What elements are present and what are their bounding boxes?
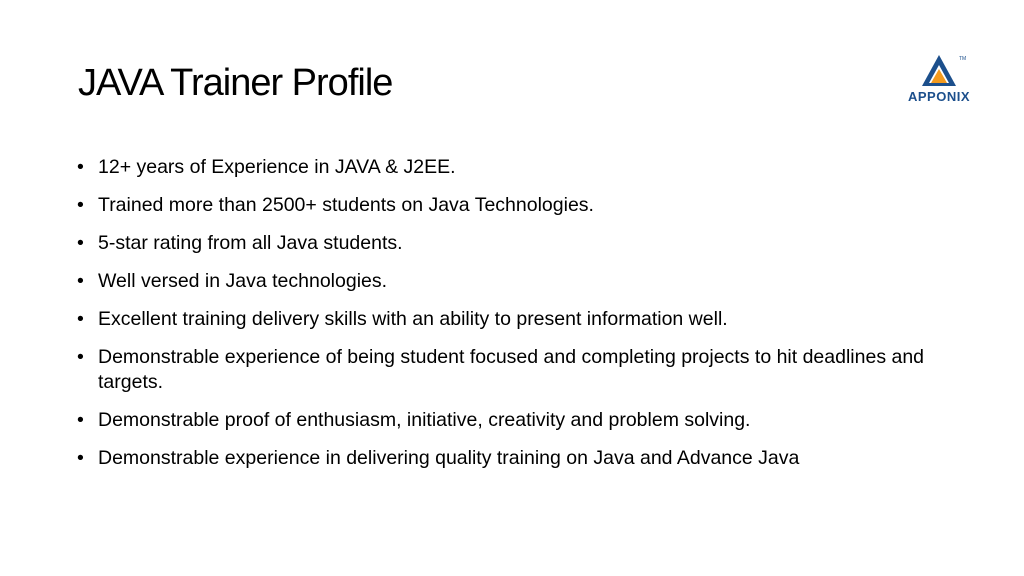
bullet-dot: • xyxy=(77,232,84,254)
bullet-item xyxy=(76,269,976,294)
bullet-dot: • xyxy=(77,194,84,216)
bullet-dot: • xyxy=(77,270,84,292)
bullet-item xyxy=(76,345,976,395)
bullet-dot: • xyxy=(77,308,84,330)
bullet-item xyxy=(76,446,976,471)
bullet-item xyxy=(76,307,976,332)
slide-title: JAVA Trainer Profile xyxy=(78,62,393,104)
apponix-logo-icon xyxy=(893,52,985,92)
bullet-item xyxy=(76,408,976,433)
bullet-item xyxy=(76,193,976,218)
bullet-text: Excellent training delivery skills with an ability to present information well. xyxy=(98,308,728,330)
bullet-dot: • xyxy=(77,156,84,178)
bullet-dot: • xyxy=(77,346,84,368)
bullet-text: Demonstrable proof of enthusiasm, initiative, creativity and problem solving. xyxy=(98,409,751,431)
bullet-item xyxy=(76,231,976,256)
bullet-text: 5-star rating from all Java students. xyxy=(98,232,403,254)
bullet-text: Well versed in Java technologies. xyxy=(98,270,388,292)
bullet-item xyxy=(76,155,976,180)
bullet-text: Trained more than 2500+ students on Java Technologies. xyxy=(98,194,594,216)
bullet-dot: • xyxy=(77,447,84,469)
bullet-text: Demonstrable experience of being student focused and completing projects to hit deadlines and targets. xyxy=(98,346,925,393)
logo-text: APPONIX xyxy=(907,89,970,104)
bullet-dot: • xyxy=(77,409,84,431)
bullet-text: 12+ years of Experience in JAVA & J2EE. xyxy=(98,156,456,178)
bullet-text: Demonstrable experience in delivering quality training on Java and Advance Java xyxy=(98,447,800,469)
apponix-logo xyxy=(893,52,985,108)
trademark-mark: TM xyxy=(959,56,967,62)
bullet-list xyxy=(76,155,976,484)
